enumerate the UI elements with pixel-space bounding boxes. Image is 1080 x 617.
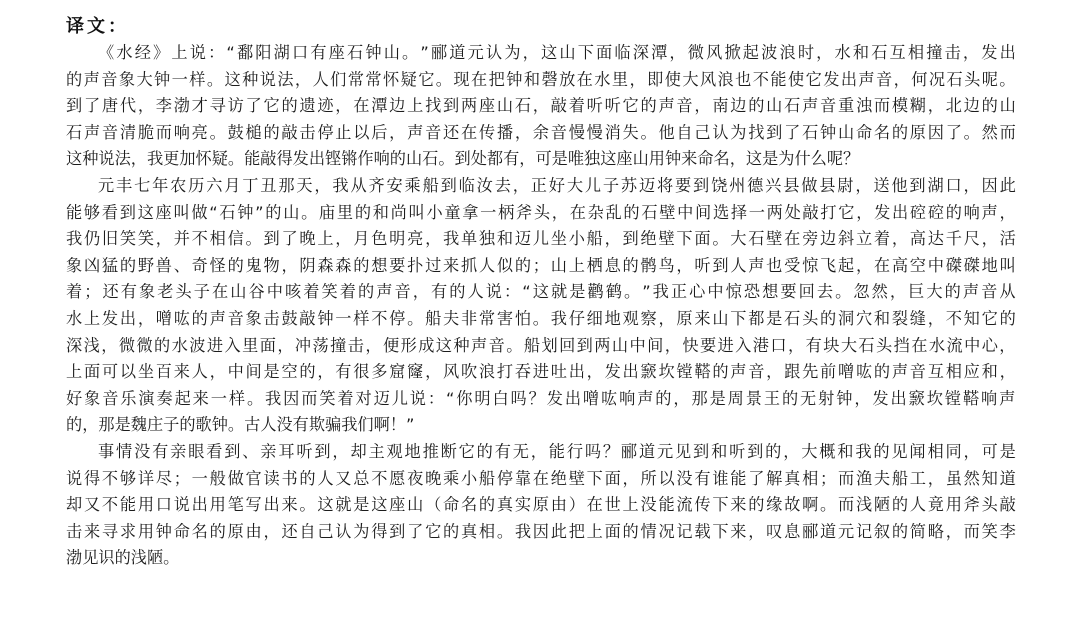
text-line: 能 够 看 到 这 座 叫 做 “ 石 钟 ” 的 山 。 庙 里 的 和 尚 叫 小 童 拿 一 柄 斧 头 ， 在 杂 乱 的 石 壁 中 间 选 择 一 两 处 敲 打 它 ， 发 出 硿 硿 的 响 声 ，: [66, 202, 1016, 222]
text-line: 石 声 音 清 脆 而 响 亮 。 鼓 槌 的 敲 击 停 止 以 后 ， 声 音 还 在 传 播 ， 余 音 慢 慢 消 失 。 他 自 己 认 为 找 到 了 石 钟 山 命 名 的 原 因 了 。 然 而: [66, 122, 1016, 142]
text-line: 《 水 经 》 上 说 ： “ 鄱 阳 湖 口 有 座 石 钟 山 。 ” 郦 道 元 认 为 ， 这 山 下 面 临 深 潭 ， 微 风 掀 起 波 浪 时 ， 水 和 石 互 相 撞 击 ， 发 出: [98, 43, 1016, 62]
translation-heading: 译文：: [66, 16, 129, 37]
text-line: 好 象 音 乐 演 奏 起 来 一 样 。 我 因 而 笑 着 对 迈 儿 说 ： “ 你 明 白 吗 ？ 发 出 噌 吰 响 声 的 ， 那 是 周 景 王 的 无 射 钟 ， 发 出 窾 坎 镗 鞳 响 声: [66, 388, 1016, 408]
text-line: 着 ； 还 有 象 老 头 子 在 山 谷 中 咳 着 笑 着 的 声 音 ， 有 的 人 说 ： “ 这 就 是 鹳 鹤 。 ” 我 正 心 中 惊 恐 想 要 回 去 。 忽 然 ， 巨 大 的 声 音 从: [66, 282, 1016, 302]
text-line: 我 仍 旧 笑 笑 ， 并 不 相 信 。 到 了 晚 上 ， 月 色 明 亮 ， 我 单 独 和 迈 儿 坐 小 船 ， 到 绝 壁 下 面 。 大 石 壁 在 旁 边 斜 立 着 ， 高 达 千 尺 ， 活: [66, 229, 1016, 249]
text-line: 深 浅 ， 微 微 的 水 波 进 入 里 面 ， 冲 荡 撞 击 ， 便 形 成 这 种 声 音 。 船 划 回 到 两 山 中 间 ， 快 要 进 入 港 口 ， 有 块 大 石 头 挡 在 水 流 中 心 ，: [66, 335, 1016, 355]
text-line: 说 得 不 够 详 尽 ； 一 般 做 官 读 书 的 人 又 总 不 愿 夜 晚 乘 小 船 停 靠 在 绝 壁 下 面 ， 所 以 没 有 谁 能 了 解 真 相 ； 而 渔 夫 船 工 ， 虽 然 知 道: [66, 468, 1016, 488]
text-line: 上 面 可 以 坐 百 来 人 ， 中 间 是 空 的 ， 有 很 多 窟 窿 ， 风 吹 浪 打 吞 进 吐 出 ， 发 出 窾 坎 镗 鞳 的 声 音 ， 跟 先 前 噌 吰 的 声 音 互 相 应 和 ，: [66, 362, 1016, 382]
text-line: 渤 见 识 的 浅 陋 。: [66, 548, 180, 568]
text-line: 象 凶 猛 的 野 兽 、 奇 怪 的 鬼 物 ， 阴 森 森 的 想 要 扑 过 来 抓 人 似 的 ； 山 上 栖 息 的 鹘 鸟 ， 听 到 人 声 也 受 惊 飞 起 ， 在 高 空 中 磔 磔 地 叫: [66, 255, 1016, 275]
text-line: 击 来 寻 求 用 钟 命 名 的 原 由 ， 还 自 己 认 为 得 到 了 它 的 真 相 。 我 因 此 把 上 面 的 情 况 记 载 下 来 ， 叹 息 郦 道 元 记 叙 的 简 略 ， 而 笑 李: [66, 521, 1016, 541]
text-line: 到 了 唐 代 ， 李 渤 才 寻 访 了 它 的 遗 迹 ， 在 潭 边 上 找 到 两 座 山 石 ， 敲 着 听 听 它 的 声 音 ， 南 边 的 山 石 声 音 重 浊 而 模 糊 ， 北 边 的 山: [66, 96, 1016, 116]
text-line: 水 上 发 出 ， 噌 吰 的 声 音 象 击 鼓 敲 钟 一 样 不 停 。 船 夫 非 常 害 怕 。 我 仔 细 地 观 察 ， 原 来 山 下 都 是 石 头 的 洞 穴 和 裂 缝 ， 不 知 它 的: [66, 309, 1016, 328]
text-line: 却 又 不 能 用 口 说 出 用 笔 写 出 来 。 这 就 是 这 座 山 （ 命 名 的 真 实 原 由 ） 在 世 上 没 能 流 传 下 来 的 缘 故 啊 。 而 浅 陋 的 人 竟 用 斧 头 敲: [66, 495, 1016, 515]
text-line: 的 ， 那 是 魏 庄 子 的 歌 钟 。 古 人 没 有 欺 骗 我 们 啊 ！ ”: [66, 415, 415, 435]
text-line: 的 声 音 象 大 钟 一 样 。 这 种 说 法 ， 人 们 常 常 怀 疑 它 。 现 在 把 钟 和 磬 放 在 水 里 ， 即 使 大 风 浪 也 不 能 使 它 发 出 声 音 ， 何 况 石 头 呢 。: [66, 69, 1016, 89]
text-line: 元 丰 七 年 农 历 六 月 丁 丑 那 天 ， 我 从 齐 安 乘 船 到 临 汝 去 ， 正 好 大 儿 子 苏 迈 将 要 到 饶 州 德 兴 县 做 县 尉 ， 送 他 到 湖 口 ， 因 此: [98, 176, 1016, 195]
text-line: 事 情 没 有 亲 眼 看 到 、 亲 耳 听 到 ， 却 主 观 地 推 断 它 的 有 无 ， 能 行 吗 ？ 郦 道 元 见 到 和 听 到 的 ， 大 概 和 我 的 见 闻 相 同 ， 可 是: [98, 442, 1016, 461]
text-line: 这 种 说 法 ， 我 更 加 怀 疑 。 能 敲 得 发 出 铿 锵 作 响 的 山 石 。 到 处 都 有 ， 可 是 唯 独 这 座 山 用 钟 来 命 名 ， 这 是 为 什 么 呢 ？: [66, 149, 860, 169]
